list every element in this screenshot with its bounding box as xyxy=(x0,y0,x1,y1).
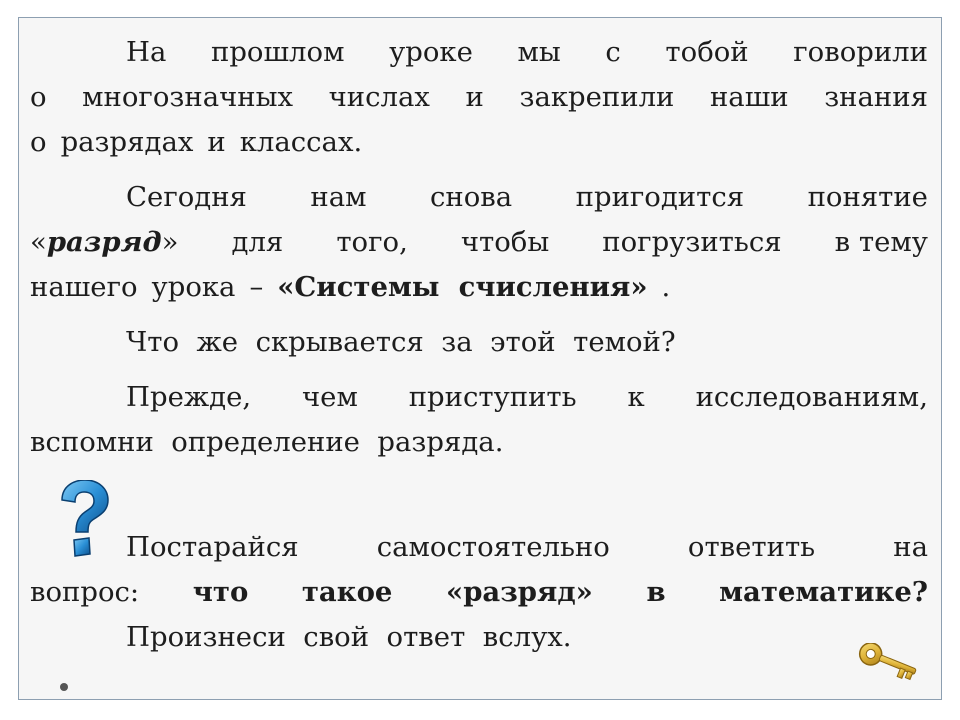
word: пригодится xyxy=(575,181,745,213)
word: говорили xyxy=(793,36,928,68)
word: знания xyxy=(824,81,928,113)
word: прошлом xyxy=(211,36,345,68)
word: погрузиться xyxy=(602,226,782,258)
word: о xyxy=(30,126,47,158)
word: На xyxy=(126,36,167,68)
p5-line1 xyxy=(30,525,928,570)
word: понятие xyxy=(807,181,928,213)
word: того, xyxy=(336,226,408,258)
word: о xyxy=(30,81,47,113)
word: в xyxy=(646,576,666,608)
term-razryad: «разряд» xyxy=(30,226,179,258)
word: ответить xyxy=(687,531,816,563)
word: закрепили xyxy=(519,81,675,113)
word: разрядах xyxy=(60,126,194,158)
slide-text xyxy=(30,30,928,660)
word: исследованиям, xyxy=(695,381,928,413)
word: «разряд» xyxy=(446,576,593,608)
word: чтобы xyxy=(460,226,550,258)
word: такое xyxy=(301,576,393,608)
word: нам xyxy=(310,181,367,213)
question-text: Что же скрывается за этой темой? xyxy=(126,326,676,358)
sentence: Произнеси свой ответ вслух. xyxy=(126,621,572,653)
word: с xyxy=(605,36,621,68)
word: на xyxy=(893,531,928,563)
word: вопрос: xyxy=(30,576,140,608)
word: математике? xyxy=(719,576,928,608)
word: числах xyxy=(328,81,430,113)
word: для xyxy=(231,226,284,258)
word: Сегодня xyxy=(126,181,247,213)
word: в тему xyxy=(834,226,928,258)
word: уроке xyxy=(389,36,473,68)
p4-line1 xyxy=(30,375,928,420)
p4-line2 xyxy=(30,420,928,465)
p1-line1 xyxy=(30,30,928,75)
word: многозначных xyxy=(82,81,294,113)
word: мы xyxy=(517,36,561,68)
lesson-topic: «Системы счисления» . xyxy=(277,271,671,303)
word: и xyxy=(207,126,226,158)
key-icon xyxy=(852,643,922,691)
word: чем xyxy=(301,381,358,413)
p5-line3 xyxy=(30,615,928,660)
word: что xyxy=(192,576,249,608)
p2-line3 xyxy=(30,265,928,310)
word: снова xyxy=(429,181,513,213)
word: Прежде, xyxy=(126,381,252,413)
word: Постарайся xyxy=(126,531,299,563)
word: приступить xyxy=(408,381,577,413)
word: самостоятельно xyxy=(376,531,610,563)
question-mark-icon xyxy=(56,480,110,562)
p1-line2 xyxy=(30,75,928,120)
sentence: вспомни определение разряда. xyxy=(30,426,504,458)
word: наши xyxy=(709,81,789,113)
dash: – xyxy=(249,271,264,303)
word: и xyxy=(465,81,484,113)
word: к xyxy=(627,381,645,413)
p3-line xyxy=(30,320,928,365)
p2-line2 xyxy=(30,220,928,265)
word: тобой xyxy=(665,36,749,68)
p5-line2 xyxy=(30,570,928,615)
p1-line3 xyxy=(30,120,928,165)
word: урока xyxy=(151,271,236,303)
bullet-dot xyxy=(60,683,68,691)
word: нашего xyxy=(30,271,138,303)
word: классах. xyxy=(239,126,363,158)
p2-line1 xyxy=(30,175,928,220)
